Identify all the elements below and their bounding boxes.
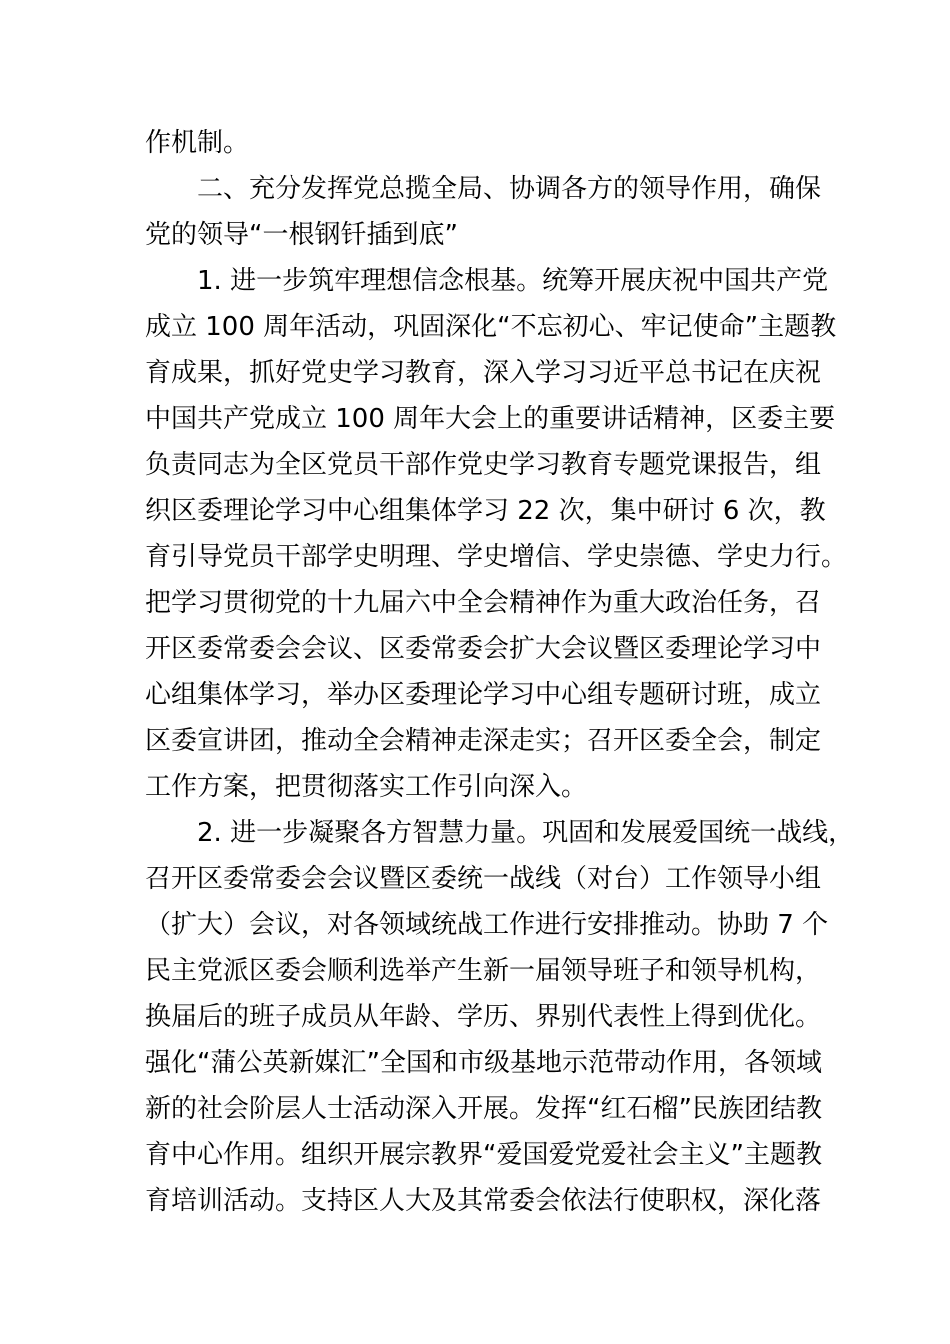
text-line: 负责同志为全区党员干部作党史学习教育专题党课报告，组 [145,450,822,480]
text-line: 工作方案，把贯彻落实工作引向深入。 [145,772,588,802]
text-line: 中国共产党成立 100 周年大会上的重要讲话精神，区委主要 [145,404,836,434]
text-line: 换届后的班子成员从年龄、学历、界别代表性上得到优化。 [145,1002,822,1032]
item-2-first-line: 2. 进一步凝聚各方智慧力量。巩固和发展爱国统一战线， [197,818,855,848]
text-line: 育成果，抓好党史学习教育，深入学习习近平总书记在庆祝 [145,358,822,388]
text-line: 育培训活动。支持区人大及其常委会依法行使职权，深化落 [145,1186,822,1216]
section-heading-continued: 党的领导“一根钢钎插到底” [145,220,458,250]
text-line: 作机制。 [145,128,250,158]
text-line: 区委宣讲团，推动全会精神走深走实；召开区委全会，制定 [145,726,822,756]
text-line: 心组集体学习，举办区委理论学习中心组专题研讨班，成立 [145,680,822,710]
text-line: 育中心作用。组织开展宗教界“爱国爱党爱社会主义”主题教 [145,1140,822,1170]
text-line: 把学习贯彻党的十九届六中全会精神作为重大政治任务，召 [145,588,822,618]
text-line: 强化“蒲公英新媒汇”全国和市级基地示范带动作用，各领域 [145,1048,822,1078]
text-line: 召开区委常委会会议暨区委统一战线（对台）工作领导小组 [145,864,822,894]
item-1-first-line: 1. 进一步筑牢理想信念根基。统筹开展庆祝中国共产党 [197,266,829,296]
text-line: 育引导党员干部学史明理、学史增信、学史崇德、学史力行。 [145,542,848,572]
text-line: 成立 100 周年活动，巩固深化“不忘初心、牢记使命”主题教 [145,312,837,342]
text-line: 织区委理论学习中心组集体学习 22 次，集中研讨 6 次，教 [145,496,826,526]
text-line: 开区委常委会会议、区委常委会扩大会议暨区委理论学习中 [145,634,822,664]
section-heading: 二、充分发挥党总揽全局、协调各方的领导作用，确保 [197,174,822,204]
text-line: 新的社会阶层人士活动深入开展。发挥“红石榴”民族团结教 [145,1094,822,1124]
text-line: 民主党派区委会顺利选举产生新一届领导班子和领导机构， [145,956,822,986]
text-line: （扩大）会议，对各领域统战工作进行安排推动。协助 7 个 [145,910,829,940]
